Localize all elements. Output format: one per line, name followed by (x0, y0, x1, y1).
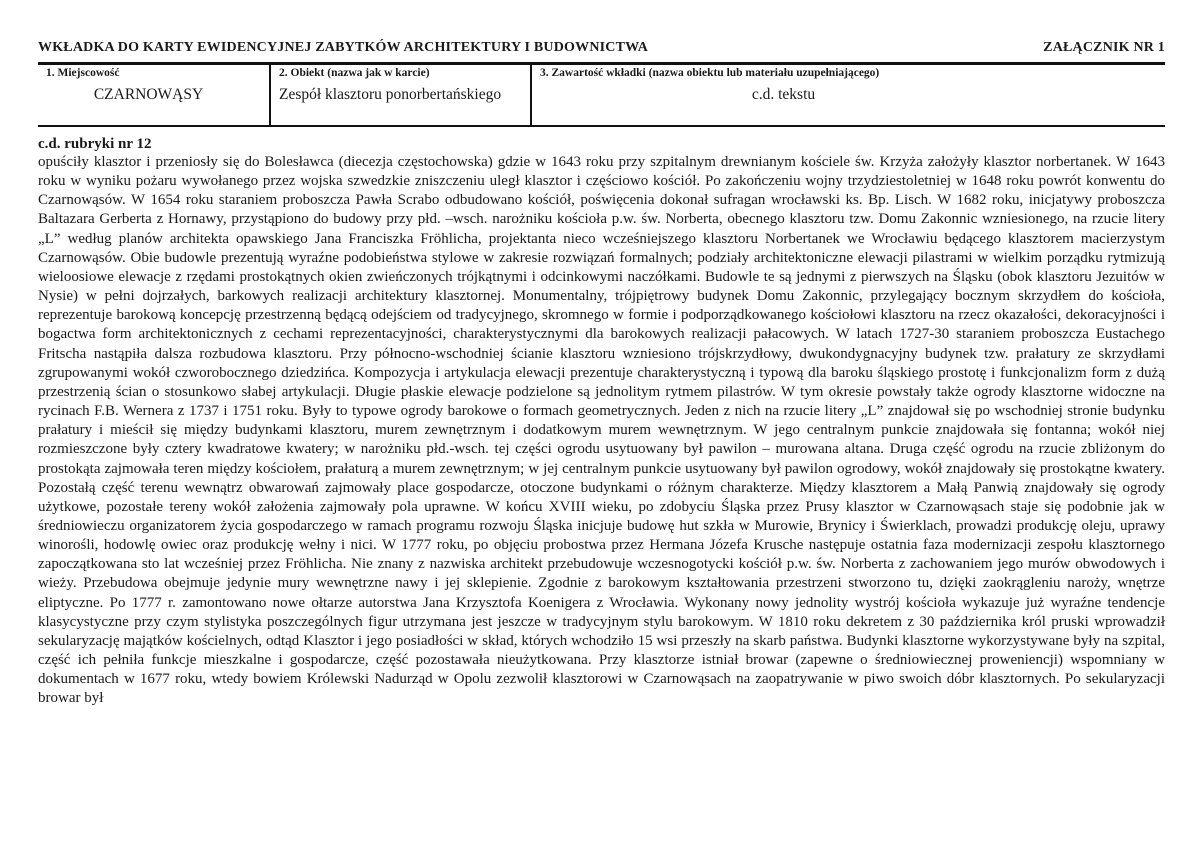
document-page (38, 40, 1165, 709)
field-object-value: Zespół klasztoru ponorbertańskiego (279, 86, 502, 103)
attachment-number: ZAŁĄCZNIK NR 1 (1043, 40, 1165, 55)
field-locality-value: CZARNOWĄSY (93, 86, 204, 103)
section-body-text: opuściły klasztor i przeniosły się do Bolesławca (diecezja częstochowska) gdzie w 1643 roku przy szpitalnym drewnianym kościele św. Krzyża założyły klasztor norbertanek. W 1643 roku w wyniku pożaru wywołanego przez wojska szwedzkie zniszczeniu uległ klasztor i częściowo kościół. Po zakończeniu wojny trzydziestoletniej w 1648 roku powrót konwentu do Czarnowąsów. W 1654 roku staraniem proboszcza Pawła Scrabo odbudowano kościół, poświęcenia dokonał sufragan wrocławski ks. Bp. Lisch. W 1682 roku, inicjatywy proboszcza Baltazara Gerberta z Hornawy, przystąpiono do budowy przy płd. –wsch. narożniku kościoła p.w. św. Norberta, obecnego klasztoru tzw. Domu Zakonnic wzniesionego, na rzucie litery „L” według planów architekta opawskiego Jana Franciszka Fröhlicha, projektanta nieco wcześniejszego klasztoru Norbertanek we Wrocławiu będącego klasztorem macierzystym Czarnowąsów. Obie budowle prezentują wyraźne podobieństwa stylowe w zakresie rozwiązań formalnych; podziały architektoniczne elewacji pilastrami w wielkim porządku rytmizują wieloosiowe elewacje z rzędami prostokątnych okien zwieńczonych trójkątnymi i odcinkowymi naczółkami. Budowle te są jednymi z pierwszych na Śląsku (obok klasztoru Jezuitów w Nysie) w pełni dojrzałych, barkowych realizacji architektury klasztornej. Monumentalny, trójpiętrowy budynek Domu Zakonnic, przylegający bocznym skrzydłem do kościoła, reprezentuje barokową koncepcję przestrzenną będącą odejściem od tradycyjnego, skromnego w formie i podporządkowanego kościołowi klasztoru na rzecz okazałości, dekoracyjności i bogactwa form architektonicznych z cechami reprezentacyjności, charakterystycznymi dla barokowych realizacji pałacowych. W latach 1727-30 staraniem proboszcza Eustachego Fritscha nastąpiła dalsza rozbudowa klasztoru. Przy północno-wschodniej ścianie klasztoru wzniesiono trójskrzydłowy, dwukondygnacyjny budynek tzw. prałatury ze skrzydłami zgrupowanymi wokół czworobocznego dziedzińca. Kompozycja i artykulacja elewacji prezentuje charakterystyczną i typową dla baroku śląskiego prostotę i funkcjonalizm form z dużą przestrzenią ścian o stosunkowo słabej artykulacji. Długie płaskie elewacje podzielone są jednolitym rytmem pilastrów. W tym okresie powstały także ogrody klasztorne widoczne na rycinach F.B. Wernera z 1737 i 1751 roku. Były to typowe ogrody barokowe o formach geometrycznych. Jeden z nich na rzucie litery „L” znajdował się po wschodniej stronie budynku prałatury i mieścił się między budynkami klasztoru, murem zewnętrznym i dodatkowym murem wewnętrznym. W jego centralnym punkcie znajdowała się fontanna; wokół niej rozmieszczone były cztery kwadratowe kwatery; w narożniku płd.-wsch. tej części ogrodu usytuowany był pawilon – murowana altana. Druga część ogrodu na rzucie zbliżonym do prostokąta zajmowała teren między kościołem, prałaturą a murem zewnętrznym; w jej centralnym punkcie usytuowany był pawilon ogrodowy, wokół znajdowały się prostokątne kwatery. Pozostałą część terenu wewnątrz obwarowań zajmowały place gospodarcze, otoczone budynkami o różnym charakterze. Między klasztorem a Małą Panwią znajdowały się ogrody użytkowe, pozostałe tereny wokół założenia zajmowały pola uprawne. W końcu XVIII wieku, po zdobyciu Śląska przez Prusy klasztor w Czarnowąsach staje się podobnie jak w średniowieczu organizatorem życia gospodarczego w ramach programu rozwoju Śląska inicjuje budowę hut szkła w Murowie, Brynicy i Świerklach, prowadzi produkcję oleju, uprawy winorośli, hodowlę owiec oraz produkcję wełny i nici. W 1777 roku, po objęciu probostwa przez Hermana Józefa Krusche następuje ostatnia faza modernizacji zespołu klasztornego zapoczątkowana sto lat wcześniej przez Fröhlicha. Nie znany z nazwiska architekt przebudowuje wczesnogotycki kościół p.w. św. Norberta z zachowaniem jego murów obwodowych i wieży. Przebudowa obejmuje jedynie mury wewnętrzne nawy i jej sklepienie. Zgodnie z barokowym kształtowania przestrzeni stworzono tu, dzięki zaokrągleniu naroży, wnętrze eliptyczne. Po 1777 r. zamontowano nowe ołtarze autorstwa Jana Krzysztofa Koenigera z Wrocławia. Wykonany nowy jednolity wystrój kościoła wykazuje już wyraźne tendencje klasycystyczne przy czym stylistyka poszczególnych figur utrzymana jest jeszcze w tradycyjnym stylu barokowym. W 1810 roku dekretem z 30 października król pruski wprowadził sekularyzację majątków kościelnych, odtąd Klasztor i jego posiadłości w skład, których wchodziło 15 wsi przeszły na skarb państwa. Budynki klasztorne wykorzystywane były na szpital, część ich pełniła funkcje mieszkalne i gospodarcze, część pozostawała nieużytkowana. Przy klasztorze istniał browar (zapewne o średniowiecznej proweniencji) wspomniany w dokumentach w 1677 roku, wtedy bowiem Królewski Nadurząd w Opolu zezwolił klasztorowi w Czarnowąsach na zaopatrywanie w piwo swoich dóbr klasztornych. Po sekularyzacji browar był (38, 154, 1165, 707)
section-title: c.d. rubryki nr 12 (38, 136, 152, 152)
document-header (38, 40, 1165, 60)
field-object (271, 65, 532, 125)
field-locality-label: 1. Miejscowość (46, 67, 120, 79)
field-contents-label: 3. Zawartość wkładki (nazwa obiektu lub materiału uzupełniającego) (540, 67, 880, 79)
metadata-fields (38, 65, 1165, 127)
field-locality (38, 65, 271, 125)
field-object-label: 2. Obiekt (nazwa jak w karcie) (279, 67, 430, 79)
field-contents-value: c.d. tekstu (751, 86, 816, 103)
document-title: WKŁADKA DO KARTY EWIDENCYJNEJ ZABYTKÓW ARCHITEKTURY I BUDOWNICTWA (38, 40, 649, 55)
field-contents (532, 65, 1165, 125)
